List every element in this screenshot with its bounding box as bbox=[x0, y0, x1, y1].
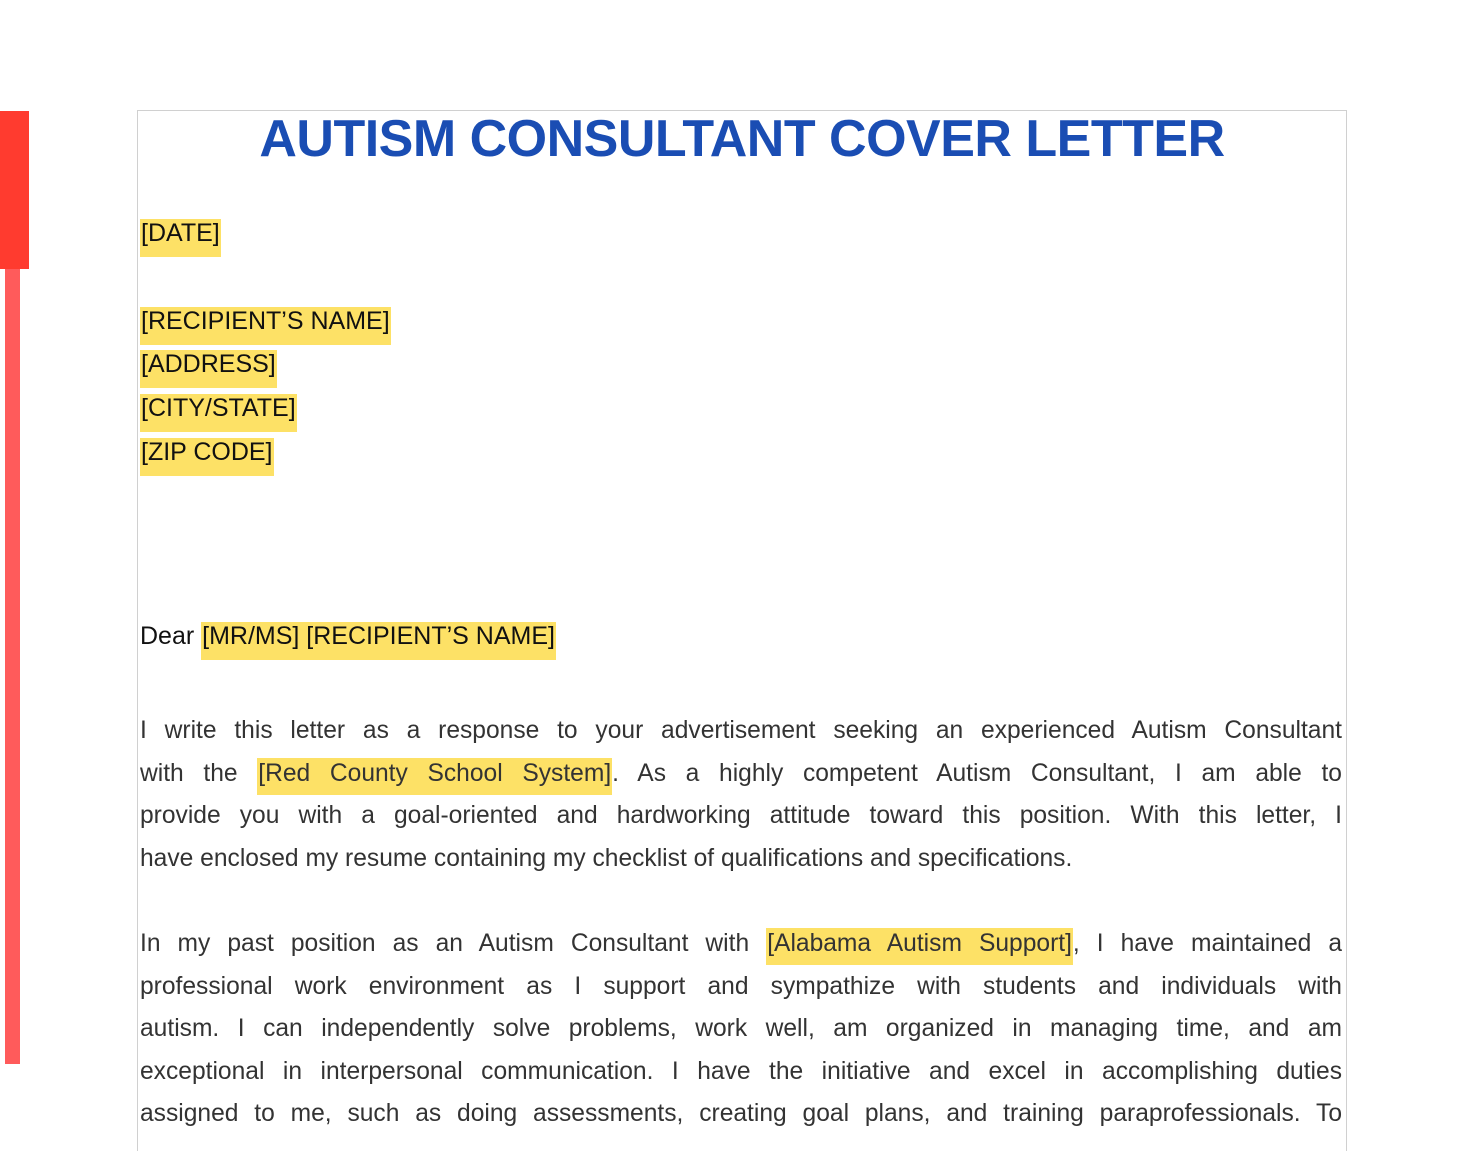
salutation bbox=[140, 621, 556, 651]
paragraph-2-line bbox=[140, 923, 1342, 966]
recipient-name-placeholder: [RECIPIENT’S NAME] bbox=[140, 307, 391, 345]
paragraph-2-line: professional work environment as I support and sympathize with students and individuals with bbox=[140, 972, 1342, 1000]
paragraph-1-line bbox=[140, 753, 1342, 796]
date-placeholder: [DATE] bbox=[140, 219, 221, 257]
city-state-placeholder: [CITY/STATE] bbox=[140, 394, 297, 432]
salutation-name-placeholder: [MR/MS] [RECIPIENT’S NAME] bbox=[201, 622, 556, 660]
paragraph-2-line: exceptional in interpersonal communication. I have the initiative and excel in accomplishing duties bbox=[140, 1057, 1342, 1085]
recipient-address-line bbox=[140, 349, 277, 379]
date-line bbox=[140, 218, 221, 248]
paragraph-2 bbox=[140, 923, 1342, 1136]
zip-code-placeholder: [ZIP CODE] bbox=[140, 438, 274, 476]
school-system-placeholder: [Red County School System] bbox=[257, 758, 612, 795]
text-fragment: In my past position as an Autism Consultant with bbox=[140, 930, 750, 957]
salutation-prefix: Dear bbox=[140, 622, 195, 650]
paragraph-2-line: autism. I can independently solve problems, work well, am organized in managing time, and am bbox=[140, 1015, 1342, 1043]
accent-bar-top bbox=[0, 111, 29, 269]
paragraph-1-line: provide you with a goal-oriented and hardworking attitude toward this position. With this letter, I bbox=[140, 802, 1342, 830]
previous-employer-placeholder: [Alabama Autism Support] bbox=[766, 928, 1073, 965]
paragraph-1-line: have enclosed my resume containing my checklist of qualifications and specifications. bbox=[140, 844, 1073, 872]
recipient-city-line bbox=[140, 393, 297, 423]
text-fragment: . As a highly competent Autism Consultant, I am able to bbox=[612, 759, 1342, 787]
document-title: AUTISM CONSULTANT COVER LETTER bbox=[259, 110, 1225, 168]
document-page bbox=[137, 110, 1347, 1151]
address-placeholder: [ADDRESS] bbox=[140, 350, 277, 388]
recipient-zip-line bbox=[140, 437, 274, 467]
text-fragment: , I have maintained a bbox=[1072, 930, 1342, 957]
paragraph-1 bbox=[140, 710, 1342, 880]
paragraph-1-line: I write this letter as a response to your advertisement seeking an experienced Autism Consultant bbox=[140, 717, 1342, 744]
paragraph-2-line: assigned to me, such as doing assessments, creating goal plans, and training paraprofessionals. To bbox=[140, 1100, 1342, 1128]
text-fragment: with the bbox=[140, 759, 238, 787]
recipient-name-line bbox=[140, 306, 391, 336]
